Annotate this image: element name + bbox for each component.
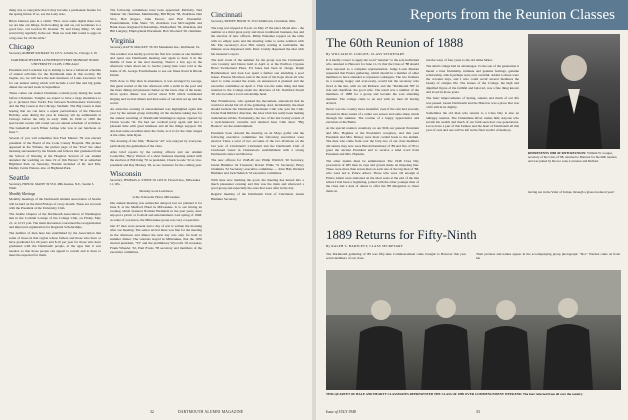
cincinnati-paragraph: Mac Fraindiavers, who sparked the movement, announced that he could not attend but all of the gathering. And, incidentally, the meal should include the Dartmouth Cincinnati Club who join the Club. Under Paul Ribble's direction, the Glee Club has really been making tremendous strides. Fortunately, the two of the last twenty events of a well-balanced, versatile and talented Glee Club show "Big Bounce" are the entertainment. [211, 98, 304, 129]
left-column-2 [110, 8, 202, 406]
virginia-paragraph: The weather was hardly good in the first few weeks as one member and spent one Dartmouth meeting and again to have it in the middle of June at the next meeting. There's a few ago in the afternoon when about ten to twelve young men were told at the home of Dr. George Fourthcheeke to see our finest Road Is Rhode Island. [110, 51, 202, 78]
article-1-paragraph: run the warp of four years to the old Alma Mater. [426, 58, 493, 62]
section-banner [316, 0, 628, 30]
wisconsin-heading: Wisconsin [110, 169, 142, 178]
virginia-paragraph: An attractive evening of entertainment was highlighted again this year by the annual group including all the students taking ties for the annual wrestling of Dartmouth-Washington region. Quoted by Chuck Goode '32. We had our cocktail party again and had a pleasant time with great kindness and all the things enjoyed. We also had some excellent shots the clubs, as it is for the chair staged at the other, Alan Ryan. [110, 107, 202, 137]
cincinnati-paragraph: The long was tripped at 8 p.m. on May 27 the place Motel Alto - the number at a third great party and more traditional business, has and the election of new officers. Philip Wanamer topped on the table with no empty seats and the meeting came to some solution with Mr. The secretary's door Hill, stately waiting at Galbraiths, the minutes were dispensed with. Peter Crandy dispensed the shot with his treasurer's report. [211, 25, 304, 56]
chicago-secretary: Secretary, ROBERT RICHART '34 125 S. LaSalle St., Chicago 3, Ill. [9, 51, 98, 56]
chicago-paragraph: These comes our annual Christmas cocktail party during the week before Christmas. Tonight, we expect to have a large attendance to go to pictured New York's Eve between Northwestern University and the Big Green at the Chicago Stadium. The Big Green is then hoping that we can have a repeat performance of the Hanover Holiday, seen during the year in January, stir up enthusiasm at Chicago before the rally in early 1949. In 1949 or 1950 the spectacular events will round out our annual schedule of activities. The basketball coach Elmer Lampe who was at our luncheon on June 7. [9, 91, 101, 135]
issue-date: Issue of JULY 1948 [326, 410, 356, 414]
virginia-paragraph: With close to fifty men in attendance, it was arranged by George, this guest started at the late afternoon with a swim in the pool and the more dining and pleasant chatter on the lawn. One of the steak-slices sports dinner was served about 8:30 which terminated singing and we had dinner and then some of our men set up and the social. [110, 79, 202, 105]
article-1-column-3 [528, 190, 620, 204]
wisconsin-event-location: at the Schroeder Hotel, Milwaukee [132, 194, 180, 199]
wisconsin-paragraph: Our annual meeting was somewhat delayed, but we planned it for June 8, at the Medford Hotel in Milwaukee. It is our having an evening which featured Norman Hedlunds in the past years, have enjoyed a picnic or football and entertainment. Last spring of 1948, as some of you know, the Milwaukee group was very cooperative. [110, 200, 202, 222]
virginia-heading: Virginia [110, 35, 135, 45]
article-1-title: The 60th Reunion of 1888 [326, 36, 464, 50]
wisconsin-paragraph: Our 47 men were present and a day of rest is written the morning after our meeting. The senior arrival there was fine for the meeting in the afternoon and dinner the next day was only for hold so summer dinner. The veterans stayed in Milwaukee, that the 1950 elected president, "33" and the preliminary Wyocolls '45 treasurer, Frank Wheeler '32, Paul Evans '38 secretary and members of the executive committee. [110, 224, 202, 254]
cincinnati-paragraph: The next event of the summer for the group was the Cincinnati's own Country and Dance held at April 4, at the Pavilion Cypress Hotel Switzerland Plaza. Ed Jones had been in charge. Ralph Bartholemew and Joan Lee spent a further one attending a pool house. Preston Morrison said at the state of his hope about all who need to come around the event, an announced is planned and the executive committee on April 2. This was the same thing and men returned to the College under the direction of Dr. Stamford Doom '20 who became a local scholarship head. [211, 57, 304, 97]
article-2-paragraph: Their pictures and names appear in the accompanying group photograph. "Doc" Warden came on from his [476, 252, 620, 261]
article-1-paragraph: having tea in the Valet of Tempo through a glass-bordered year! [528, 190, 615, 194]
left-page [0, 0, 312, 420]
chicago-event: DARTMOUTH MEN LUNCHEON EVERY MONDAY NOON UNIVERSITY CLUB, CHICAGO [11, 57, 99, 66]
magazine-name: DARTMOUTH ALUMNI MAGAZINE [178, 410, 244, 414]
seattle-paragraph: The number of men here has established by the Association that some of those in that region whose fathers and those who have or have graduated for 29 years and 8-10 per year for those who have graduated with the Dartmouth people, at the ages that it was needed, so that those people can appeal to recruit and to have to meet the expected for them. [9, 231, 101, 257]
seattle-paragraph: The Seattle Chapter of the Dartmouth Association of Washington met in the Cocktail Lounge of the College Club, on Friday, May 21, at 12:15 p.m. The main discussion concerned the reorganization and improved organization for Regional Scholarships. [9, 212, 101, 230]
article-1-header [326, 36, 526, 56]
article-1-column-1 [326, 58, 419, 225]
page-number-left: 32 [150, 410, 154, 414]
chicago-paragraph: President and Cornelius Jay is aiming to have a balanced schedule of annual activities for the Dartmouth men in this locality. He begins, we, we will have the next luncheon of Louis Lawrence '24 for our annual outing which will include a real fine and big game dinner the second week in September. [9, 67, 101, 90]
class-1889-group-photo [326, 270, 621, 390]
left-column-1 [9, 8, 101, 406]
virginia-paragraph: After brief reports by the retiring officers and our Alumni Councillor, Harry Warren of a short business meeting ended with the election of Bill King '35 as president, Chuck Goode '32 as vice-president and Ray Mackey '26, as sec-treasurer for the coming year. [110, 149, 202, 167]
cincinnati-paragraph: The new officers for 1948-49 are: Philip Wallrich '20 Secretary, Glenn Hummer '42 Treasurer; Robert Wilke '31 Secretary; Harry Chalmers '32 Secretary; executive committee — John Hall, Richard Hummer and Jack Nehrich '33 executive committee. [211, 158, 304, 176]
article-2-column-2 [476, 252, 620, 268]
article-2-title: 1889 Returns for Fifty-Ninth [326, 228, 477, 242]
article-2-column-1 [326, 252, 466, 268]
section-banner-title: Reports from the Reunion Classes [410, 7, 615, 23]
chicago-heading: Chicago [9, 42, 34, 52]
group-silhouette-icon [326, 270, 621, 390]
photo-caption [528, 151, 620, 163]
article-1-paragraph: Sometimes the old man who returns to a Class Day is also an unhappy reunion. The Cimenthese River rushes him; Anyone who recalls his wealth and much of our faith seen how one generations. Let us have a part of this fashion and the heart of Dartmouth all this year of ours and one will be left in the final verdict of memory. [426, 111, 519, 133]
wisconsin-event: Monday noon Luncheon [139, 188, 173, 193]
photo-caption-text: William W. Lougee, secretary of the Class of '88, returned to Hanover for his 60th reunion and was joined by his two sons, Lawrence and Richard. [528, 151, 617, 163]
article-1-paragraph: The other details must be summarized. The 1948 Class Day procession of 485 men in caps and gowns made an imposing line. There were more than seven men on each one of the big men of '88, who were led to Prince Albert. Those who were old enough at Prince Albert were stationed on the short seats at the end of the line where I had been a beginning, joined with the other younger men of the class and a host of others to offer the '88 delegation to cheer them on. [326, 158, 419, 193]
intro-paragraph-2: Brian Johnson puts in a claim: "How were some nights there now we are like our things, from looking up and on, our Gardeners to a good fare, old Gordon H. Kramer '35 and Doug Riley, 35 and several big regularly in the ear. Then we took him round to eggs on a big ones for all the table." [9, 18, 101, 40]
intro-paragraph: thing was so enjoyable that it may become a permanent feature for the spring future. If so, see the Lady note. [9, 8, 101, 17]
left-folio [150, 410, 154, 414]
right-page [316, 0, 628, 420]
cincinnati-paragraph: Regular meeting of the Dartmouth Club of Cincinnati, Glenn Hummer Secretary. [211, 192, 304, 201]
cincinnati-paragraph: President Soan ordered the meeting on an Mayo golfer and the following executive committee: the following executives were elected. There a total of two accounts of the two divisions on the last year of Cincinnati's Cincinnati and the Dartmouth Club of Cincinnati based in Charleston's establishment with a strong Dartmouth center and Monroe. [211, 130, 304, 157]
chicago-paragraph: Several of you will remember that Fred Maurer '59 was elected president of the Board of the Cook County Hospital. His picture appeared in the Tribune, the picture page of the "Post" the other morning surrounded by his friends and fellows that graduated from the School of Nursing at the Hospital. Several of our alumni attended the wedding on June 19 of Jim Heaver '30 at suburban Highland Park on Saturday. Friends included of Dr. and Mrs. Dudley Curtis Watson, also of Highland Park. [9, 136, 101, 171]
person-silhouette-icon [528, 34, 620, 149]
virginia-secretary: Secretary, RAY B. MACKEY '26 301 Monument Ave., Richmond, Va. [110, 44, 200, 49]
article-1-paragraph: It is hardly correct to apply the word "reunion" to the sole individual who returned to Hanover for June 11-13, that the Class of '88 should have reported as a complete representation. Judge Louis Mauran requested that Exeter gathering, which should in a number of other members to have attended to represent contingent. The two brothers in a rousing, happy and ever-ready, would but the secretary who lived at the Inn, with an old Richard, and the "Dartmouth '88" in ride and chauffeur, the good wife. The result was a number of the members of 1888 for a group and became the sole attending member. The college came to an end with no men all having arrived. [326, 58, 419, 105]
left-column-3 [211, 8, 304, 406]
virginia-paragraph: The drawing of the film, "Hanover '44" was enjoyed by everyone, particularly the gentlemen of the class. [110, 139, 202, 148]
photo-caption-title: REPRESENTS 1888 AT 60TH REUNION: [528, 151, 587, 155]
cincinnati-heading: Cincinnati [211, 10, 243, 19]
seattle-meetings-heading: Monthly Meetings [9, 192, 36, 197]
page-number-right: 33 [476, 410, 480, 414]
reunion-1888-photo [528, 34, 620, 149]
article-1-paragraph: At the special reunion ceremony on our 60th our general President and Mrs. Hopkins at the President's reception, and this year President and Mrs. Dickey were most cordial hosts to the alumni. The men who came from over the forty-two of our class members did attend, they now were Harold Kentsbury of '89 and five of '83 to greet the ancient President and to receive a kind word from President and Mrs. Hopkins. [326, 126, 419, 157]
article-2-byline: By RALPH S. BARTLETT, CLASS SECRETARY [326, 244, 404, 248]
seattle-secretary: Secretary, FRED R. MANN '39 5311 48th Avenue, N.E., Seattle 5, Wash. [9, 181, 95, 190]
group-photo-caption: THIS QUARTET OF HALE AND HEARTY CLASSMATES REPRESENTED THE CLASS OF 1889 OVER COMMENCEMENT WEEKEND. The four returned from all over the country. [326, 392, 584, 396]
article-1-byline: By WILLIAM W. LOUGEE, CLASS SECRETARY [326, 52, 405, 56]
article-2-header [326, 228, 621, 252]
article-1-column-2 [426, 58, 519, 225]
seattle-heading: Seattle [9, 172, 30, 182]
committees-paragraph: The following committees have been appointed: Publicity, Ned Skinner '49, chairman. Membership, Bill Bryan '38, chairman. Dan Vice, Bob Rogers, John Pearce, and Bob Wonderful. Entertainment, John Shaw '35, chairman. Lee McCoughlin and Hank Jones. Regional Scholarships, Jim Redfern '39, chairman, and Bill Langley; Employment Placement, Bob Woodard '39, chairman. [110, 8, 202, 34]
article-2-paragraph: The Dartmouth gathering of '89 was fifty-nine Commencement came brought to Hanover this year seven members of our class. [326, 252, 466, 261]
seattle-paragraph: Monthly meetings of the Dartmouth Alumni Association of Seattle will be held on the third Fridays of every month. These are in touch with the President at the University Club. [9, 197, 101, 210]
cincinnati-secretary: Secretary, SIDNEY HOOD '31 3512 Smithtown, Cincinnati, Ohio [211, 19, 296, 23]
cincinnati-paragraph: With June now marking the good, the meeting has turned into a much pleasanter evening and this was the main and afterward a good group and especially the ones that were after in the day. [211, 177, 304, 191]
article-1-paragraph: Never was the country more beautiful; even if the rain had severely showed in three weeks of a rather wet season and some sharp winds through the summer. The routine of a happy appreciative and exercises at the Bema. [326, 107, 419, 125]
wisconsin-secretary: Secretary, THOMAS A. STONE '45 1405 N. Farwell Ave., Milwaukee 11, Wis. [110, 178, 201, 186]
article-1-paragraph: The basic improvements of Spring, sunsets and much of our life was passed. Green Dartmouth and the Hanover was a place that was a life still in its dignity. [426, 96, 519, 109]
article-1-paragraph: The small college had its advantages. To the son of the generation it meant a trust friendship, intimate and genuine feelings, genuine scholarship, which perhaps were ever eventful. Added to these were the colonial days, and I who could recall several members the beauty of campus life. The stature of the College, the high and dignified figure of the faithful and beloved, was a fine thing known and loved in those years. [426, 64, 519, 95]
